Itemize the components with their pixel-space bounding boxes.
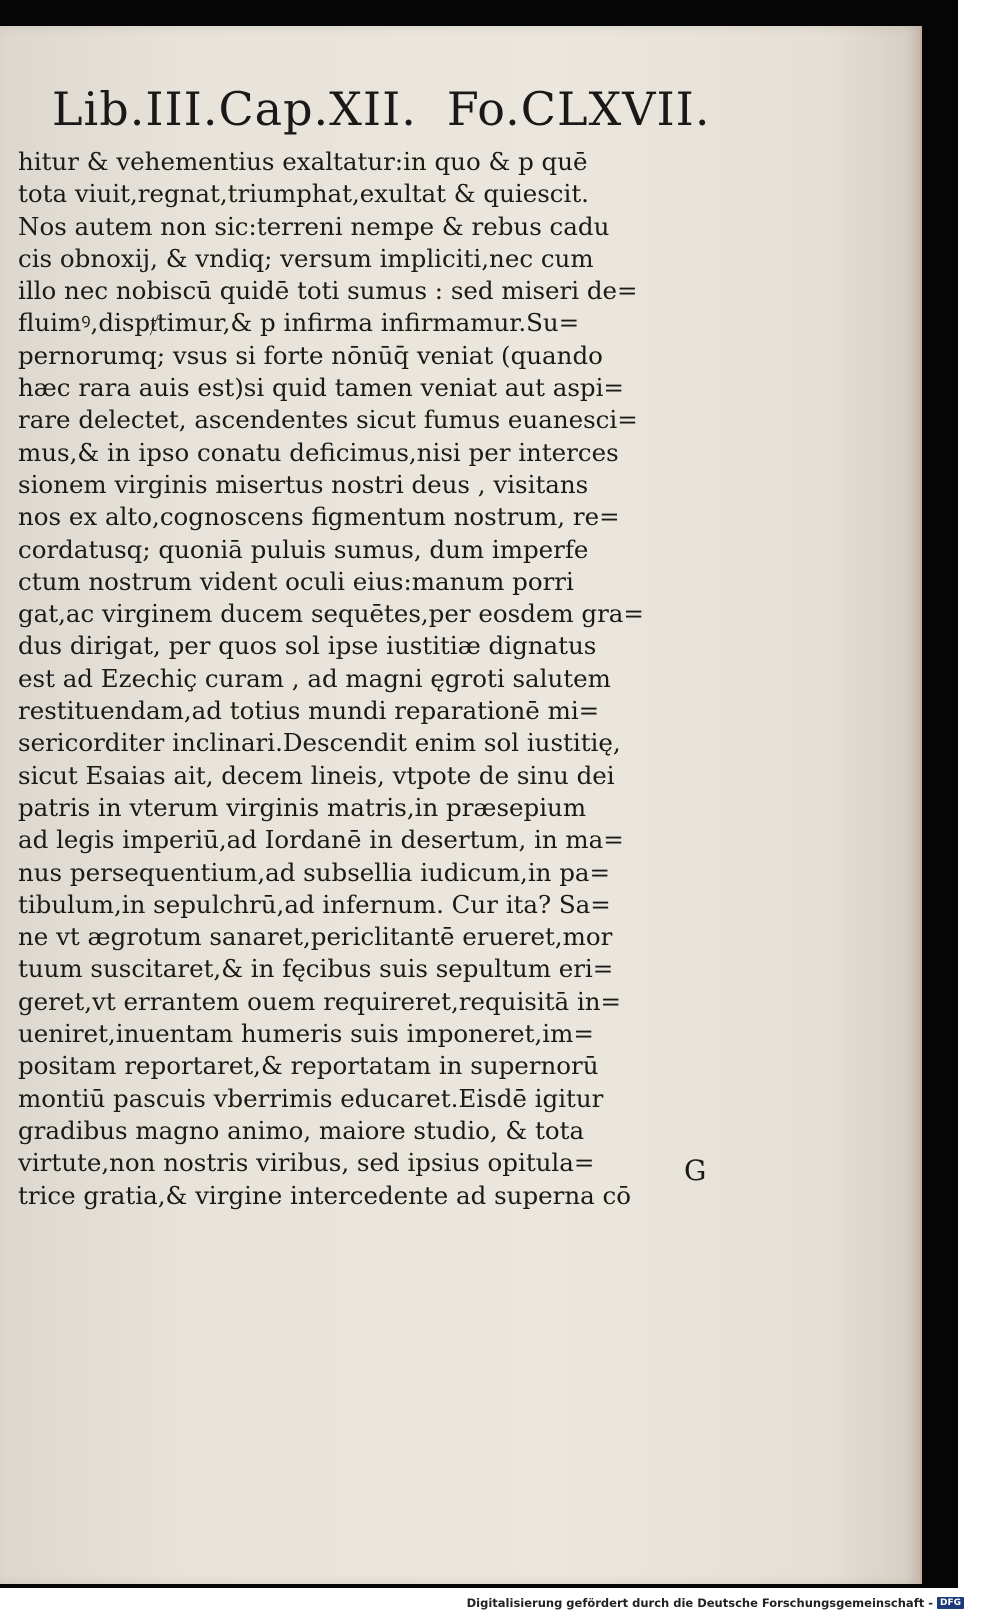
digitization-credit: [467, 1596, 964, 1610]
text-line: pernorumq; vsus si forte nōnūq̄ veniat (quando: [18, 340, 603, 370]
book-page: [0, 26, 922, 1584]
text-line: cordatusq; quoniā puluis sumus, dum imperfe: [18, 534, 589, 564]
text-line: Nos autem non sic:terreni nempe & rebus cadu: [18, 211, 610, 241]
text-line: ne vt ægrotum sanaret,periclitantē erueret,mor: [18, 922, 613, 952]
text-line: gat,ac virginem ducem sequētes,per eosdem gra=: [18, 599, 644, 629]
text-line: est ad Ezechiç curam , ad magni ęgroti salutem: [18, 663, 611, 693]
text-line: sicut Esaias ait, decem lineis, vtpote de sinu dei: [18, 760, 615, 790]
text-line: restituendam,ad totius mundi reparationē mi=: [18, 696, 600, 726]
text-line: sericorditer inclinari.Descendit enim sol iustitię,: [18, 728, 621, 758]
dfg-logo: DFG: [937, 1597, 964, 1609]
text-line: gradibus magno animo, maiore studio, & tota: [18, 1115, 585, 1145]
text-line: geret,vt errantem ouem requireret,requisitā in=: [18, 986, 622, 1016]
text-line: ueniret,inuentam humeris suis imponeret,im=: [18, 1019, 594, 1049]
credit-text: Digitalisierung gefördert durch die Deutsche Forschungsgemeinschaft -: [466, 1596, 933, 1610]
text-line: tuum suscitaret,& in fęcibus suis sepultum eri=: [18, 954, 614, 984]
text-line: cis obnoxij, & vndiq; versum impliciti,nec cum: [18, 243, 594, 273]
text-line: ad legis imperiū,ad Iordanē in desertum, in ma=: [18, 825, 624, 855]
text-line: rare delectet, ascendentes sicut fumus euanesci=: [18, 405, 638, 435]
text-line: sionem virginis misertus nostri deus , visitans: [18, 469, 589, 499]
running-head: [52, 82, 710, 136]
running-head-book-chapter: Lib.III.Cap.XII.: [52, 82, 417, 136]
text-line: mus,& in ipso conatu deficimus,nisi per interces: [18, 437, 619, 467]
running-head-folio: Fo.CLXVII.: [446, 82, 711, 136]
text-line: ctum nostrum vident oculi eius:manum porri: [18, 566, 574, 596]
text-line: patris in vterum virginis matris,in præsepium: [18, 792, 587, 822]
text-line: montiū pascuis vberrimis educaret.Eisdē igitur: [18, 1083, 604, 1113]
text-line: virtute,non nostris viribus, sed ipsius opitula=: [18, 1148, 595, 1178]
text-line: hitur & vehementius exaltatur:in quo & p quē: [18, 147, 588, 176]
text-line: illo nec nobiscū quidē toti sumus : sed miseri de=: [18, 276, 638, 306]
text-line: nus persequentium,ad subsellia iudicum,in pa=: [18, 857, 611, 887]
text-line: fluimꝰ,dispⱦtimur,& p infirma infirmamur.Su=: [18, 308, 580, 338]
text-line: hæc rara auis est)si quid tamen veniat aut aspi=: [18, 373, 624, 403]
text-line: positam reportaret,& reportatam in supernorū: [18, 1051, 599, 1081]
text-line: nos ex alto,cognoscens figmentum nostrum, re=: [18, 502, 620, 532]
body-text: [18, 146, 678, 1212]
text-line: tibulum,in sepulchrū,ad infernum. Cur ita? Sa=: [18, 889, 611, 919]
text-line: trice gratia,& virgine intercedente ad superna cō: [18, 1180, 632, 1210]
margin-section-letter: G: [684, 1154, 707, 1187]
text-line: tota viuit,regnat,triumphat,exultat & quiescit.: [18, 179, 589, 209]
text-line: dus dirigat, per quos sol ipse iustitiæ dignatus: [18, 631, 597, 661]
